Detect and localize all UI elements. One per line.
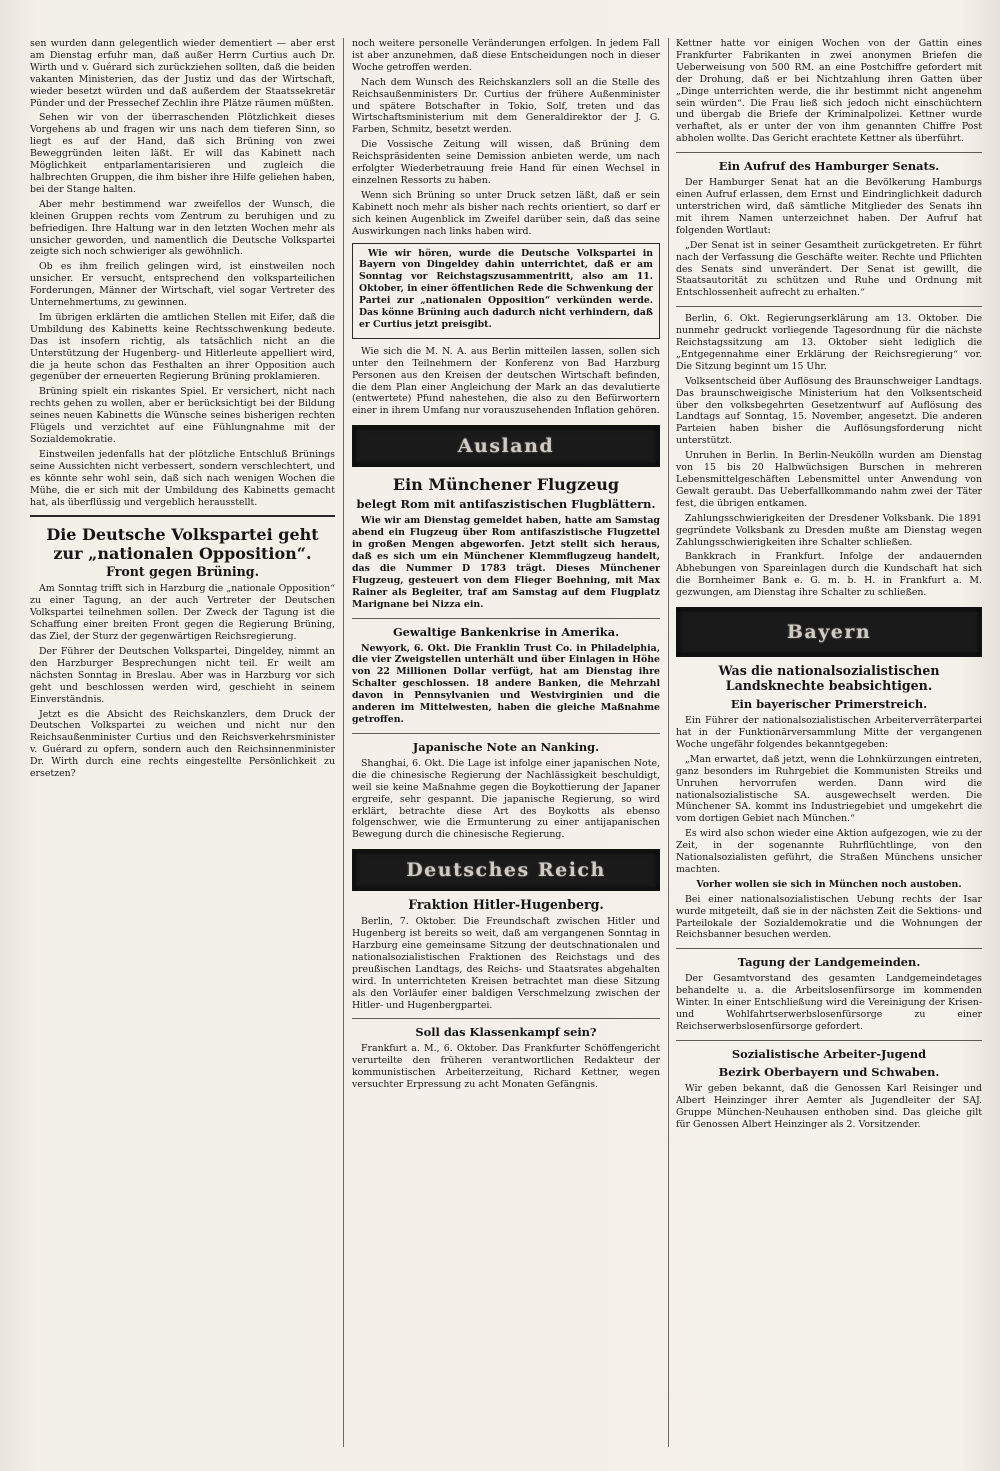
article-paragraph: Wie wir am Dienstag gemeldet haben, hatte am Samstag abend ein Flugzeug über Rom antifaszistische Flugzettel in großen Mengen abgeworfen. Jetzt stellt sich heraus, daß es sich um ein Münchener Klemmflugzeug handelt, das die Nummer D 1783 trägt. Dieses Münchener Flugzeug, gesteuert von dem Flieger Boehning, mit Max Rainer als Begleiter, traf am Samstag auf dem Flugplatz Marignane bei Nizza ein.	[352, 515, 660, 610]
article-paragraph: „Man erwartet, daß jetzt, wenn die Lohnkürzungen eintreten, ganz besonders im Ruhrgebiet die Kommunisten Streiks und Unruhen hervorrufen werden. Dann wird die nationalsozialistische SA. ausgewechselt werden. Die Münchener SA. kommt ins Industriegebiet und umgekehrt die vom dortigen Gebiet nach München.“	[676, 753, 982, 825]
headline-hitler-hugenberg: Fraktion Hitler-Hugenberg.	[408, 897, 604, 913]
divider	[676, 948, 982, 949]
column-right	[676, 38, 982, 1451]
article-paragraph: Ein Führer der nationalsozialistischen Arbeiterverräterpartei hat in der Funktionärversammlung Mitte der vergangenen Woche ungefähr folgendes bekanntgegeben:	[676, 715, 982, 750]
headline-saj: Sozialistische Arbeiter-Jugend	[731, 1046, 927, 1061]
section-banner-label: Deutsches Reich	[406, 859, 606, 882]
headline-flugzeug: Ein Münchener Flugzeug	[392, 475, 620, 495]
article-paragraph: Einstweilen jedenfalls hat der plötzliche Entschluß Brünings seine Aussichten nicht verbessert, sondern verschlechtert, und es könnte sehr wohl sein, daß sich nach wenigen Wochen die Mühe, die er sich mit der Umbildung des Kabinetts gemacht hat, als überflüssig und vergeblich herausstellt.	[30, 448, 335, 508]
section-banner-label: Bayern	[786, 621, 872, 644]
article-paragraph: Nach dem Wunsch des Reichskanzlers soll an die Stelle des Reichsaußenministers Dr. Curtius der frühere Außenminister und spätere Botschafter in Tokio, Solf, treten und das Wirtschaftsministerium mit dem Generaldirektor der J. G. Farben, Schmitz, besetzt werden.	[352, 76, 660, 136]
article-paragraph: Es wird also schon wieder eine Aktion aufgezogen, wie zu der Zeit, in der sogenannte Ruhrflüchtlinge, von den Nationalsozialisten geführt, die Straßen Münchens unsicher machten.	[676, 828, 982, 875]
article-paragraph: sen wurden dann gelegentlich wieder dementiert — aber erst am Dienstag erfuhr man, daß außer Herrn Curtius auch Dr. Wirth und v. Guérard sich zurückziehen sollten, daß die beiden vakanten Ministerien, das der Justiz und das der Wirtschaft, wieder besetzt würden und daß außerdem der Staatssekretär Pünder und der Pressechef Zechlin ihre Plätze räumen müßten.	[30, 38, 335, 109]
subhead-dvp: Front gegen Brüning.	[105, 564, 259, 580]
article-paragraph: Wenn sich Brüning so unter Druck setzen läßt, daß er sein Kabinett noch mehr als bisher nach rechts orientiert, so darf er sich keinen Augenblick im Zweifel darüber sein, daß das seine Auswirkungen nach links haben wird.	[352, 189, 660, 237]
article-paragraph: Brüning spielt ein riskantes Spiel. Er versichert, nicht nach rechts gehen zu wollen, aber er berücksichtigt bei der Bildung seines neuen Kabinetts die Wünsche seines bisherigen rechten Flügels und verzichtet auf eine Fühlungnahme mit der Sozialdemokratie.	[30, 386, 335, 445]
article-paragraph: Jetzt es die Absicht des Reichskanzlers, dem Druck der Deutschen Volkspartei zu weichen und nicht nur den Reichsaußenminister Curtius und den Reichsverkehrsminister v. Guérard zu opfern, sondern auch den Reichsinnenminister Dr. Wirth durch eine rechts eingestellte Persönlichkeit zu ersetzen?	[30, 708, 335, 780]
article-paragraph: Kettner hatte vor einigen Wochen von der Gattin eines Frankfurter Fabrikanten in zwei anonymen Briefen die Ueberweisung von 500 RM. an eine Postchiffre gefordert mit der Drohung, daß er bei Nichtzahlung ihren Gatten über „Dinge unterrichten werde, die ihr bestimmt nicht angenehm sein würden“. Die Frau ließ sich jedoch nicht einschüchtern und übergab die Briefe der Kriminalpolizei. Kettner wurde verhaftet, als er unter der von ihm genannten Chiffre Post abholen wollte. Das Gericht erachtete Kettner als überführt.	[676, 38, 982, 145]
article-paragraph: Newyork, 6. Okt. Die Franklin Trust Co. in Philadelphia, die vier Zweigstellen unterhält und über Einlagen in Höhe von 22 Millionen Dollar verfügt, hat am Dienstag ihre Schalter geschlossen. 18 andere Banken, die Mehrzahl davon in Pennsylvanien und Westvirginien und die anderen im Mittelwesten, haben die gleiche Maßnahme getroffen.	[352, 642, 660, 725]
headline-dvp: Die Deutsche Volkspartei geht zur „nationalen Opposition“.	[46, 525, 319, 564]
article-paragraph: Sehen wir von der überraschenden Plötzlichkeit dieses Vorgehens ab und fragen wir uns nach dem tieferen Sinn, so liegt es auf der Hand, daß sich Brüning von zwei Beweggründen leiten läßt. Er will das Kabinett nach Möglichkeit entparlamentarisieren und zugleich die halbrechten Gruppen, die ihm bisher ihre Hilfe geliehen haben, bei der Stange halten.	[30, 112, 335, 195]
headline-landsknechte: Was die nationalsozialistischen Landsknechte beabsichtigen.	[718, 663, 940, 694]
divider	[676, 306, 982, 307]
divider	[30, 515, 335, 517]
article-paragraph: Bei einer nationalsozialistischen Uebung rechts der Isar wurde mitgeteilt, daß sie in der nächsten Zeit die Sektions- und Parteilokale der Sozialdemokratie und die Wohnungen der Reichsbanner besuchen werden.	[676, 893, 982, 941]
article-paragraph: „Der Senat ist in seiner Gesamtheit zurückgetreten. Er führt nach der Verfassung die Geschäfte weiter. Rechte und Pflichten des Senats sind unverändert. Der Senat ist gewillt, die Staatsautorität zu schützen und Ruhe und Ordnung mit Entschlossenheit aufrecht zu erhalten.“	[676, 239, 982, 299]
article-paragraph: Frankfurt a. M., 6. Oktober. Das Frankfurter Schöffengericht verurteilte den früheren verantwortlichen Redakteur der kommunistischen Arbeiterzeitung, Richard Kettner, wegen versuchter Erpressung zu acht Monaten Gefängnis.	[352, 1043, 660, 1091]
article-paragraph: Bankkrach in Frankfurt. Infolge der andauernden Abhebungen von Spareinlagen durch die Kundschaft hat sich die Bornheimer Bank e. G. m. b. H. in Frankfurt a. M. gezwungen, am Dienstag ihre Schalter zu schließen.	[676, 551, 982, 599]
article-paragraph: Wir geben bekannt, daß die Genossen Karl Reisinger und Albert Heinzinger ihrer Aemter als Jugendleiter der SAJ. Gruppe München-Neuhausen enthoben sind. Das gleiche gilt für Genossen Albert Heinzinger als 2. Vorsitzender.	[676, 1082, 982, 1130]
section-banner-bayern	[676, 607, 982, 657]
divider	[352, 733, 660, 734]
bold-callout: Vorher wollen sie sich in München noch austoben.	[696, 878, 962, 890]
article-paragraph: Berlin, 6. Okt. Regierungserklärung am 13. Oktober. Die nunmehr gedruckt vorliegende Tagesordnung für die nächste Reichstagssitzung am 13. Oktober sieht lediglich die „Entgegennahme einer Erklärung der Reichsregierung“ vor. Die Sitzung beginnt um 15 Uhr.	[676, 313, 982, 372]
subhead-saj: Bezirk Oberbayern und Schwaben.	[718, 1064, 940, 1079]
boxed-notice	[352, 243, 660, 339]
section-banner-ausland	[352, 425, 660, 467]
article-paragraph: Berlin, 7. Oktober. Die Freundschaft zwischen Hitler und Hugenberg ist bereits so weit, daß am vergangenen Sonntag in Harzburg eine gemeinsame Sitzung der deutschnationalen und nationalsozialistischen Fraktionen des Reichstags und des preußischen Landtags, des Reichs- und Staatsrates abgehalten wird. In unterrichteten Kreisen betrachtet man diese Sitzung als den Vorläufer einer baldigen Verschmelzung zwischen der Hitler- und Hugenbergpartei.	[352, 916, 660, 1011]
article-paragraph: Der Hamburger Senat hat an die Bevölkerung Hamburgs einen Aufruf erlassen, dem Ernst und Eindringlichkeit dadurch unterstrichen wird, daß sämtliche Mitglieder des Senats ihn mit ihrem Namen unterzeichnet haben. Der Aufruf hat folgenden Wortlaut:	[676, 177, 982, 236]
headline-bankenkrise: Gewaltige Bankenkrise in Amerika.	[392, 624, 620, 639]
column-left	[30, 38, 335, 1451]
article-paragraph: Der Führer der Deutschen Volkspartei, Dingeldey, nimmt an den Harzburger Besprechungen nicht teil. Er weilt am nächsten Sonntag in Breslau. Aber was in Harzburg vor sich geht und beschlossen werden wird, geschieht in seinem Einverständnis.	[30, 645, 335, 705]
divider	[676, 1040, 982, 1041]
article-paragraph: Am Sonntag trifft sich in Harzburg die „nationale Opposition“ zu einer Tagung, an der auch Vertreter der Deutschen Volkspartei teilnehmen sollen. Der Zweck der Tagung ist die Schaffung einer breiten Front gegen die Regierung Brüning, das Ziel, der Sturz der gegenwärtigen Reichsregierung.	[30, 583, 335, 643]
divider	[352, 618, 660, 619]
headline-hamburger-senat: Ein Aufruf des Hamburger Senats.	[718, 159, 940, 174]
article-paragraph: Wie sich die M. N. A. aus Berlin mitteilen lassen, sollen sich unter den Teilnehmern der Konferenz von Bad Harzburg Personen aus den Kreisen der deutschen Wirtschaft befinden, die dem Plan einer Angleichung der Mark an das devalutierte (entwertete) Pfund nahestehen, die also zu den Befürwortern einer in ihrem Umfang nur vorauszusehenden Inflation gehören.	[352, 345, 660, 417]
article-paragraph: Zahlungsschwierigkeiten der Dresdener Volksbank. Die 1891 gegründete Volksbank zu Dresden mußte am Dienstag wegen Zahlungsschwierigkeiten ihre Schalter schließen.	[676, 512, 982, 548]
article-paragraph: Aber mehr bestimmend war zweifellos der Wunsch, die kleinen Gruppen rechts vom Zentrum zu beruhigen und zu befriedigen. Ihre Haltung war in den letzten Wochen mehr als unsicher geworden, und namentlich die Deutsche Volkspartei zeigte sich noch schwieriger als gewöhnlich.	[30, 198, 335, 258]
headline-klassenkampf: Soll das Klassenkampf sein?	[415, 1025, 597, 1040]
article-paragraph: noch weitere personelle Veränderungen erfolgen. In jedem Fall ist aber anzunehmen, daß diese Entscheidungen noch in dieser Woche getroffen werden.	[352, 38, 660, 73]
headline-japan: Japanische Note an Nanking.	[412, 739, 600, 754]
article-paragraph: Unruhen in Berlin. In Berlin-Neukölln wurden am Dienstag von 15 bis 20 Halbwüchsigen Burschen in mehreren Lebensmittelgeschäften Lebensmittel unter Anwendung von Gewalt geraubt. Das Ueberfallkommando nahm zwei der Täter fest, die übrigen entkamen.	[676, 450, 982, 509]
section-banner-label: Ausland	[457, 435, 555, 458]
column-middle	[352, 38, 660, 1451]
subhead-primerstreich: Ein bayerischer Primerstreich.	[730, 697, 928, 712]
article-paragraph: Volksentscheid über Auflösung des Braunschweiger Landtags. Das braunschweigische Ministerium hat den Volksentscheid über den volksbegehrten Gesetzentwurf auf Auflösung des Landtags auf Sonntag, 15. November, angesetzt. Die anderen Parteien haben bisher die Auflösungsforderung nicht unterstützt.	[676, 375, 982, 447]
boxed-notice-text: Wie wir hören, wurde die Deutsche Volkspartei in Bayern von Dingeldey dahin unterrichtet, daß er am Sonntag vor Reichstagszusammentritt, also am 11. Oktober, in einer öffentlichen Rede die Schwenkung der Partei zur „nationalen Opposition“ verkünden werde. Das könne Brüning auch dadurch nicht verhindern, daß er Curtius jetzt preisgibt.	[359, 247, 653, 330]
subhead-flugzeug: belegt Rom mit antifaszistischen Flugblättern.	[356, 497, 656, 512]
article-paragraph: Ob es ihm freilich gelingen wird, ist einstweilen noch unsicher. Er versucht, entsprechend den volksparteilichen Forderungen, Männer der Wirtschaft, viel sogar Vertreter des Unternehmertums, zu gewinnen.	[30, 261, 335, 309]
column-rule	[343, 38, 344, 1447]
section-banner-reich	[352, 849, 660, 891]
headline-landgemeinden: Tagung der Landgemeinden.	[737, 955, 921, 970]
article-paragraph: Shanghai, 6. Okt. Die Lage ist infolge einer japanischen Note, die die chinesische Regierung der Nachlässigkeit beschuldigt, weil sie keine Maßnahme gegen die Boykottierung der Japaner ergreife, sehr gespannt. Die japanische Regierung, so wird erklärt, betrachte diese Art des Boykotts als ebenso folgenschwer, wie die Ermunterung zu einer antijapanischen Bewegung durch die chinesische Regierung.	[352, 757, 660, 841]
divider	[676, 152, 982, 153]
column-rule	[668, 38, 669, 1447]
article-paragraph: Die Vossische Zeitung will wissen, daß Brüning dem Reichspräsidenten seine Demission anbieten werde, um nach erfolgter Wiederbetrauung freie Hand für einen Wechsel in einzelnen Ressorts zu haben.	[352, 139, 660, 186]
article-paragraph: Der Gesamtvorstand des gesamten Landgemeindetages behandelte u. a. die Arbeitslosenfürsorge im kommenden Winter. In einer Entschließung wird die Vereinigung der Krisen- und Wohlfahrtserwerbslosenfürsorge zu einer Reichserwerbslosenfürsorge gefordert.	[676, 973, 982, 1032]
divider	[352, 1018, 660, 1019]
article-paragraph: Im übrigen erklärten die amtlichen Stellen mit Eifer, daß die Umbildung des Kabinetts keine Rechtsschwenkung bedeute. Das ist insofern richtig, als tatsächlich nicht an die Unterstützung der Hugenberg- und Hitlerleute appelliert wird, die ja heute schon das Festhalten an ihrer Opposition auch gegenüber der erneuerten Regierung Brüning proklamieren.	[30, 311, 335, 383]
